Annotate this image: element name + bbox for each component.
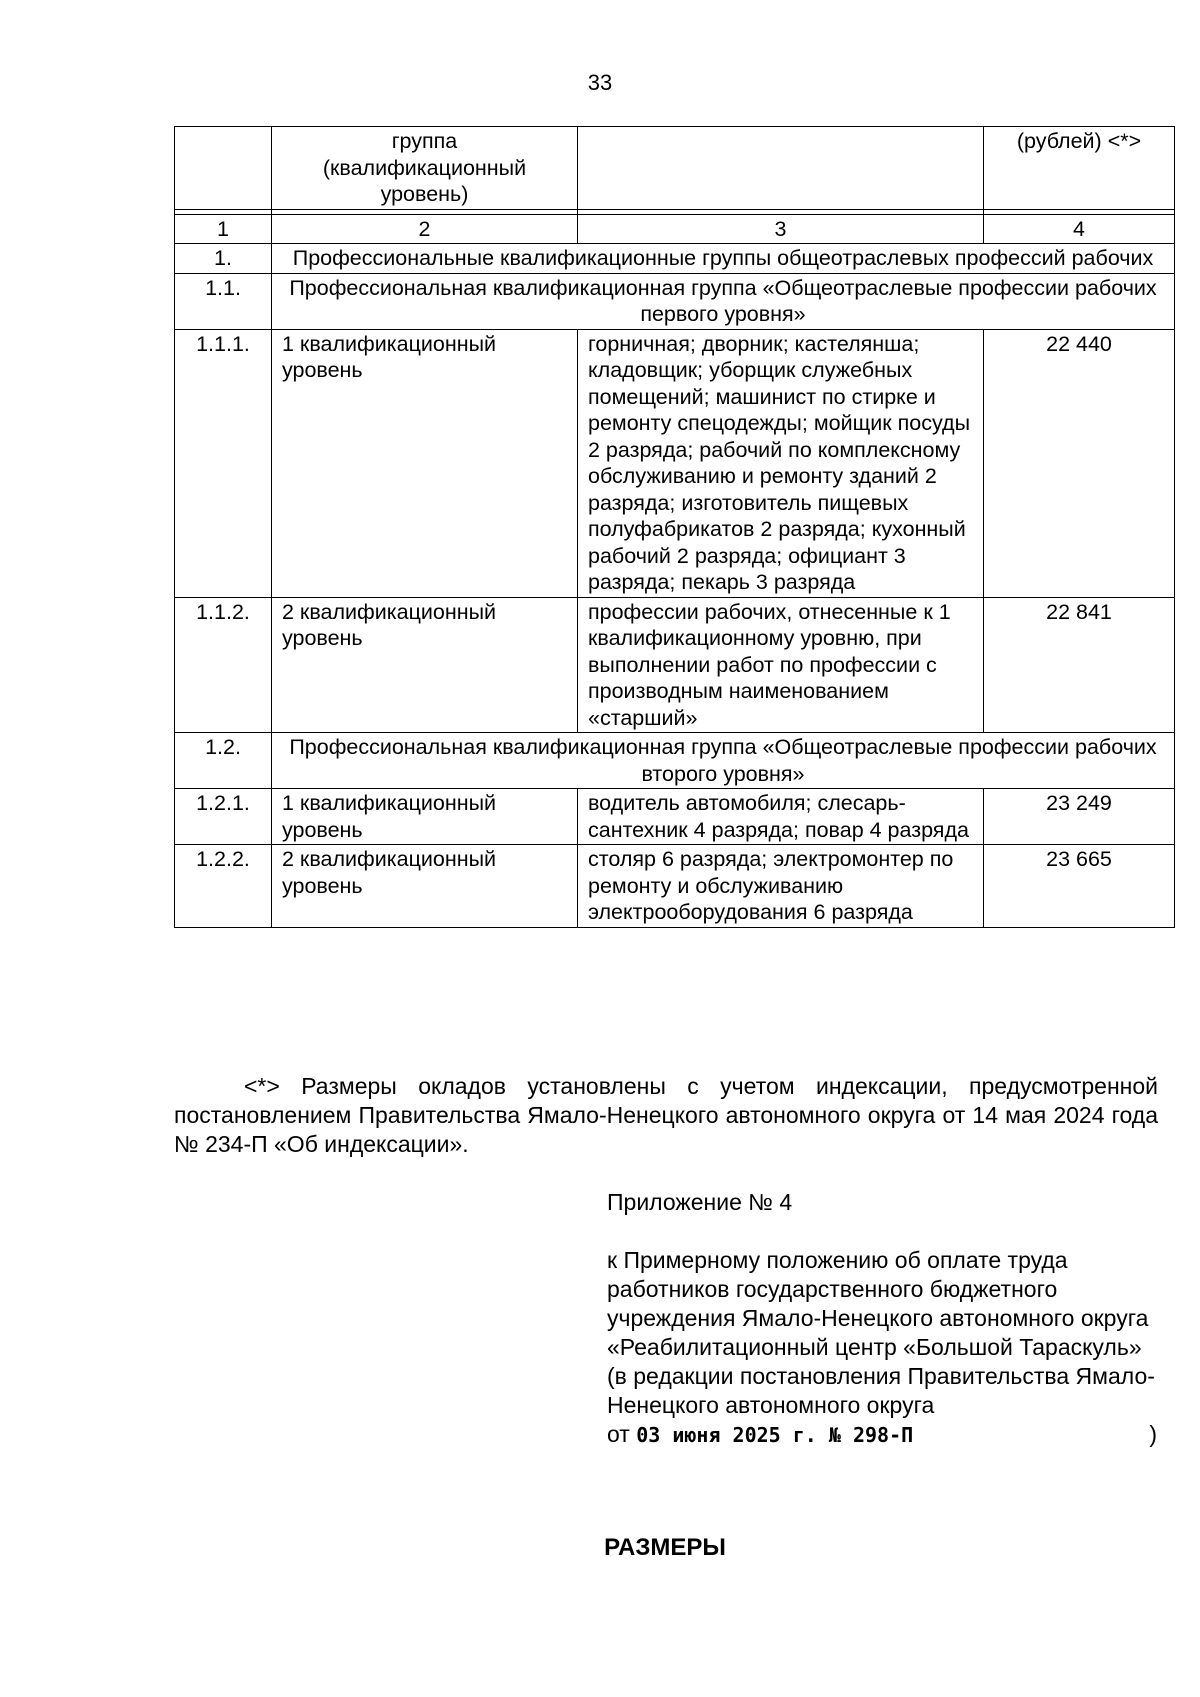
appendix-title: Приложение № 4: [607, 1189, 793, 1215]
row-number: 1.1.2.: [175, 597, 272, 733]
table-row: [175, 789, 1175, 845]
group-title: Профессиональная квалификационная группа «Общеотраслевые профессии рабочих первого уровня»: [272, 273, 1175, 329]
positions-list: столяр 6 разряда; электромонтер по ремонту и обслуживанию электрооборудования 6 разряда: [578, 845, 984, 928]
footnote: <*> Размеры окладов установлены с учетом индексации, предусмотренной постановлением Правительства Ямало-Ненецкого автономного округа от 14 мая 2024 года № 234-П «Об индексации».: [174, 1073, 1158, 1157]
row-number: 1.: [175, 244, 272, 274]
column-number: 3: [578, 214, 984, 244]
salary-table: [174, 126, 1175, 928]
appendix-edition: (в редакции постановления Правительства Ямало-Ненецкого автономного округа: [607, 1363, 1155, 1418]
qualification-level: 1 квалификационный уровень: [272, 329, 578, 597]
group-title: Профессиональная квалификационная группа «Общеотраслевые профессии рабочих второго уровня»: [272, 733, 1175, 789]
row-number: 1.2.1.: [175, 789, 272, 845]
section-title: Профессиональные квалификационные группы общеотраслевых профессий рабочих: [272, 244, 1175, 274]
table-row: [175, 273, 1175, 329]
table-header-continuation: [175, 127, 1175, 210]
table-row: [175, 244, 1175, 274]
appendix-attribution: [607, 1246, 1167, 1450]
table-row: [175, 733, 1175, 789]
salary-value: 23 249: [984, 789, 1175, 845]
positions-list: водитель автомобиля; слесарь-сантехник 4 разряда; повар 4 разряда: [578, 789, 984, 845]
page-number: 33: [587, 70, 613, 95]
header-cell-4: (рублей) <*>: [984, 127, 1175, 210]
qualification-level: 2 квалификационный уровень: [272, 597, 578, 733]
header-cell-1: [175, 127, 272, 210]
positions-list: горничная; дворник; кастелянша; кладовщик; уборщик служебных помещений; машинист по стирке и ремонту спецодежды; мойщик посуды 2 разряда; рабочий по комплексному обслуживанию и ремонту зданий 2 разряда; изготовитель пищевых полуфабрикатов 2 разряда; кухонный рабочий 2 разряда; официант 3 разряда; пекарь 3 разряда: [578, 329, 984, 597]
row-number: 1.2.2.: [175, 845, 272, 928]
salary-value: 22 841: [984, 597, 1175, 733]
close-paren: ): [1149, 1421, 1157, 1447]
row-number: 1.1.: [175, 273, 272, 329]
salary-value: 22 440: [984, 329, 1175, 597]
table-row: [175, 329, 1175, 597]
qualification-level: 2 квалификационный уровень: [272, 845, 578, 928]
header-cell-3: [578, 127, 984, 210]
table-row: [175, 597, 1175, 733]
row-number: 1.1.1.: [175, 329, 272, 597]
column-number: 1: [175, 214, 272, 244]
appendix-date-line: [607, 1420, 1167, 1450]
date-value: 03 июня 2025 г. № 298-П: [636, 1423, 914, 1447]
column-number-row: [175, 214, 1175, 244]
column-number: 4: [984, 214, 1175, 244]
positions-list: профессии рабочих, отнесенные к 1 квалификационному уровню, при выполнении работ по профессии с производным наименованием «старший»: [578, 597, 984, 733]
column-number: 2: [272, 214, 578, 244]
date-prefix: от: [607, 1421, 630, 1447]
qualification-level: 1 квалификационный уровень: [272, 789, 578, 845]
section-heading: РАЗМЕРЫ: [604, 1534, 726, 1561]
table-row: [175, 845, 1175, 928]
appendix-body: к Примерному положению об оплате труда работников государственного бюджетного учреждения Ямало-Ненецкого автономного округа «Реабилитационный центр «Большой Тараскуль»: [607, 1247, 1149, 1360]
header-cell-2: группа (квалификационный уровень): [272, 127, 578, 210]
salary-value: 23 665: [984, 845, 1175, 928]
row-number: 1.2.: [175, 733, 272, 789]
